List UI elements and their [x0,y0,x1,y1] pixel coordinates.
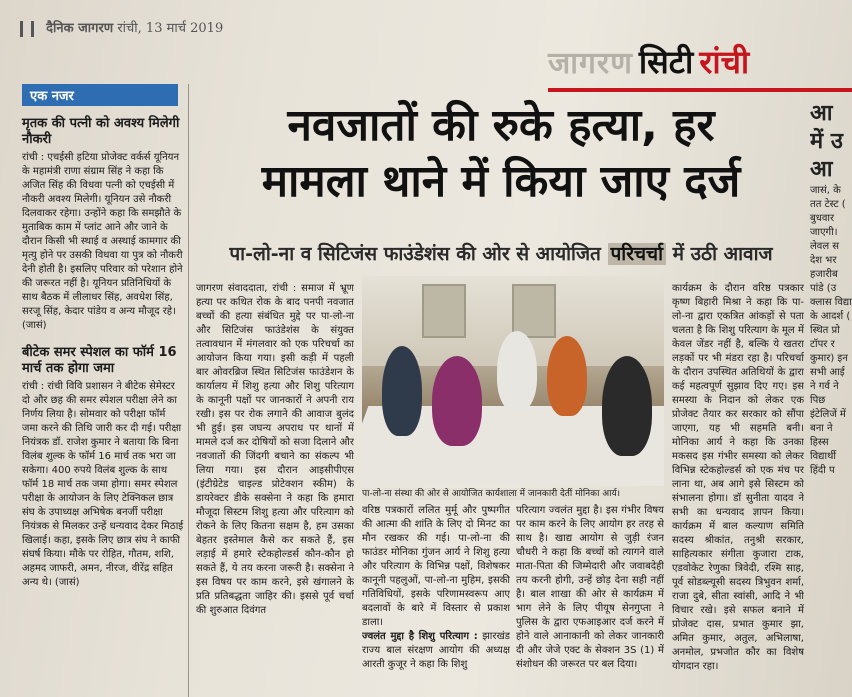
col2-text: वरिष्ठ पत्रकारों ललित मुर्मू और पुष्पगीत की आत्मा की शांति के लिए दो मिनट का मौन रखकर की गई। पा-लो-ना की फाउंडर मोनिका गुंजन आर्य ने शिशु हत्या और परित्याग के विभिन्न पक्षों, विशेषकर कानूनी पहलुओं, पा-लो-ना मुहिम, इसकी गतिविधियों, इसके परिणामस्वरूप आए बदलावों के बारे में विस्तार से प्रकाश डाला। [362,505,510,628]
subhead-prefix: पा-लो-ना व सिटिजंस फाउंडेशंस की ओर से आयोजित [229,243,601,265]
event-photo [362,276,664,486]
brief2-body: रांची : रांची विवि प्रशासन ने बीटेक सेमेस्टर दो और छह की समर स्पेशल परीक्षा लेने का निर्णय लिया है। सोमवार को परीक्षा फॉर्म जमा करने की तिथि जारी कर दी गई। परीक्षा नियंत्रक डॉ. राजेश कुमार ने बताया कि बिना विलंब शुल्क के फॉर्म 16 मार्च तक भरा जा सकेगा। 400 रुपये विलंब शुल्क के साथ फॉर्म 18 मार्च तक जमा होगा। समर स्पेशल परीक्षा के आयोजन के लिए टेक्निकल छात्र संघ के उपाध्यक्ष अभिषेक बनर्जी परीक्षा नियंत्रक से मिलकर उन्हें धन्यवाद देकर मिठाई खिलाई। कहा, इसके लिए छात्र संघ ने काफी संघर्ष किया। मौके पर रोहित, गौतम, शशि, अहमद जाफरी, अमन, नीरज, वीरेंद्र सहित अन्य थे। (जासं) [22,381,184,588]
photo-caption: पा-लो-ना संस्था की ओर से आयोजित कार्यशाला में जानकारी देतीं मोनिका आर्य। [362,488,664,500]
masthead-city: रांची, [117,21,142,36]
adjacent-headline: आ में उ आ [810,101,843,182]
article-col4: कार्यक्रम के दौरान वरिष्ठ पत्रकार कृष्ण बिहारी मिश्रा ने कहा कि पा-लो-ना द्वारा एकत्रित आंकड़ों से पता चलता है कि शिशु परित्याग के मूल में केवल जेंडर नहीं है, बल्कि ये खतरा लड़कों पर भी मंडरा रहा है। परिचर्चा के दौरान उपस्थित अतिथियों के द्वारा कई महत्वपूर्ण सुझाव दिए गए। इस समस्या के निदान को लेकर एक प्रोजेक्ट तैयार कर सरकार को सौंपा जाएगा, यह भी सहमति बनी। मोनिका आर्य ने कहा कि उनका मकसद इस गंभीर समस्या को लेकर विभिन्न स्टेकहोल्डर्स को एक मंच पर लाना था, अब आगे इसे सिस्टम को संभालना होगा। डॉ सुनीता यादव ने सभी का धन्यवाद ज्ञापन किया। कार्यक्रम में बाल कल्याण समिति सदस्य श्रीकांत, तनुश्री सरकार, साहित्यकार संगीता कुजारा टाक, एडवोकेट रेणुका त्रिवेदी, रश्मि साह, पूर्व सोडब्ल्यूसी सदस्य त्रिभुवन शर्मा, राजा दुबे, सीता स्वांसी, आदि ने भी विचार रखे। इसे सफल बनाने में प्रोजेक्ट दास, प्रभात कुमार झा, अमित कुमार, अतुल, अभिलाषा, अनमोल, प्रभजोत कौर का विशेष योगदान रहा। [672,283,804,672]
section-label: एक नजर [22,84,178,106]
photo-window [512,284,556,338]
brief1-headline: मृतक की पत्नी को अवश्य मिलेगी नौकरी [22,116,180,147]
sidebar-briefs [22,84,184,697]
article-col1: जागरण संवाददाता, रांची : समाज में भ्रूण हत्या पर कथित रोक के बाद पनपी नवजात बच्चों की हत्या संबंधित मुद्दे पर पा-लो-ना और सिटिजंस फाउंडेशंस के संयुक्त तत्वावधान में मंगलवार को एक परिचर्चा का आयोजन किया गया। इसी कड़ी में पहली बार ओवरब्रिज स्थित सिटिजंस फाउंडेशन के कार्यालय में शिशु हत्या और शिशु परित्याग के कानूनी पक्षों पर जानकारों ने अपनी राय रखी। इस पर रोक लगाने की आवाज बुलंद भी हुई। इस जघन्य अपराध पर थानों में मामले दर्ज कर दोषियों को सजा दिलाने और नवजातों की जिंदगी बचाने का संकल्प भी लिया गया। इस दौरान आइसीपीएस (इंटीग्रेटेड चाइल्ड प्रोटेक्शन स्कीम) के डायरेक्टर डीके सक्सेना ने कहा कि हमारा मौजूदा सिस्टम शिशु हत्या और परित्याग को रोकने के लिए कितना सक्षम है, हम उसका बेहतर इस्तेमाल कैसे कर सकते हैं, इस लड़ाई में हमारे स्टेकहोल्डर्स कौन-कौन हो सकते हैं, ये तय करना जरूरी है। सक्सेना ने इस विषय पर काम करने, इसे खंगालने के प्रति प्रतिबद्धता जाहिर की। इससे पूर्व चर्चा की शुरुआत दिवंगत [196,283,354,616]
subhead-suffix: में उठी आवाज [672,243,773,265]
logo-underline [548,88,852,92]
photo-person [547,336,587,416]
brief1-body: रांची : एचईसी हटिया प्रोजेक्ट वर्कर्स यूनियन के महामंत्री राणा संग्राम सिंह ने कहा कि अजित सिंह की विधवा पत्नी को एचईसी में नौकरी अवश्य मिलेगी। यूनियन उसे नौकरी दिलवाकर रहेगा। उन्होंने कहा कि समझौते के मुताबिक काम में प्लांट आने और जाने के दौरान किसी भी स्थाई व अस्थाई कामगार की मृत्यु होने पर उसकी विधवा या पुत्र को नौकरी देनी होती है। इसलिए परिवार को परेशान होने की जरूरत नहीं है। यूनियन प्रतिनिधियों के साथ बैठक में लीलाधर सिंह, अवधेश सिंह, सरजू सिंह, केदार पांडेय व अन्य मौजूद रहे। (जासं) [22,152,183,331]
photo-person [382,346,422,436]
headline-line1: नवजातों की रुके हत्या, हर [287,100,715,151]
photo-person [432,356,482,446]
photo-person [497,331,537,411]
col2-subhead: ज्वलंत मुद्दा है शिशु परित्याग : [362,631,478,642]
masthead-strip [20,18,223,37]
photo-person [602,356,652,456]
article-col2 [362,504,510,697]
jagran-city-logo [548,38,848,84]
photo-window [422,284,466,338]
article-col3: परित्याग ज्वलंत मुद्दा है। इस गंभीर विषय पर काम करने के लिए आयोग हर तरह से साथ है। खाद्य आयोग से जुड़ी रंजन चौधरी ने कहा कि बच्चों को त्यागने वाले माता-पिता की जिम्मेदारी और जवाबदेही तय करनी होगी, उन्हें छोड़ देना सही नहीं है। बाल शाखा की ओर से कार्यक्रम में भाग लेने के लिए पीयूष सेनगुप्ता ने पुलिस के द्वारा एफआइआर दर्ज करने में होने वाले आनाकानी को लेकर जानकारी दी और जेजे एक्ट के सेक्शन 3S (1) में संशोधन की जरूरत पर बल दिया। [516,505,664,670]
subheadline [196,240,806,266]
main-headline [196,98,806,210]
masthead-date: 13 मार्च 2019 [145,21,224,36]
logo-part2: सिटी [638,42,694,81]
column-divider [188,84,189,697]
adjacent-body: जासं, के तत टेस्ट ( बुधवार जाएगी। लेवल स देश भर हजारीब पांडे (उ क्लास विद्या के आदर्श ( स्थित प्रो टॉपर र कुमार) इन सभी आई ने गर्व ने पिछ इंटेलिजें में बना ने हिस्स विद्यार्थी हिंदी प [810,185,852,476]
masthead-title: दैनिक जागरण [46,21,114,36]
column-marker-icon [20,21,34,37]
headline-line2: मामला थाने में किया जाए दर्ज [261,156,741,207]
logo-part1: जागरण [548,45,633,81]
subhead-highlight: परिचर्चा [608,243,667,265]
adjacent-article-edge [810,100,852,697]
col2-subtext: झारखंड राज्य बाल संरक्षण आयोग की अध्यक्ष आरती कुजूर ने कहा कि शिशु [362,631,510,670]
logo-part3: रांची [699,42,750,81]
brief2-headline: बीटेक समर स्पेशल का फॉर्म 16 मार्च तक होगा जमा [22,345,177,376]
